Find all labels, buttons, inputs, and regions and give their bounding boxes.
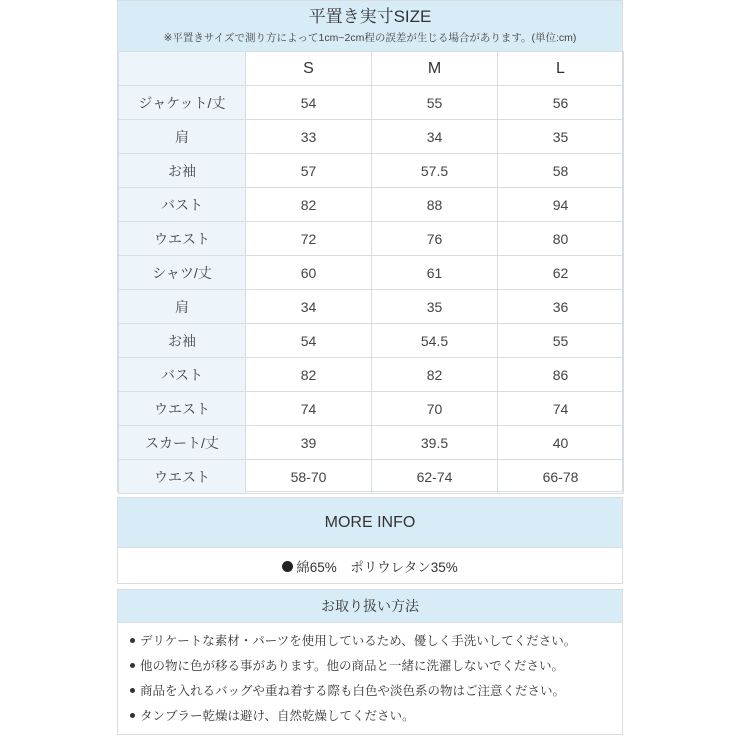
care-item — [130, 654, 622, 679]
measurement-value: 76 — [372, 222, 498, 256]
measurement-value: 34 — [372, 120, 498, 154]
measurement-value: 80 — [498, 222, 624, 256]
material-text: 綿65% ポリウレタン35% — [296, 560, 458, 575]
measurement-value: 70 — [372, 392, 498, 426]
measurement-value: 62 — [498, 256, 624, 290]
size-table-row — [119, 290, 624, 324]
size-chart-header — [118, 1, 622, 51]
bullet-icon — [130, 688, 135, 693]
size-table-row — [119, 392, 624, 426]
care-item-text: 商品を入れるバッグや重ね着する際も白色や淡色系の物はご注意ください。 — [140, 684, 566, 698]
measurement-value: 60 — [246, 256, 372, 290]
size-table-row — [119, 86, 624, 120]
measurement-value: 86 — [498, 358, 624, 392]
filled-circle-icon — [282, 561, 293, 572]
measurement-value: 72 — [246, 222, 372, 256]
care-item — [130, 679, 622, 704]
size-table-row — [119, 188, 624, 222]
bullet-icon — [130, 663, 135, 668]
size-table-header-row — [119, 52, 624, 86]
measurement-value: 36 — [498, 290, 624, 324]
care-item-text: デリケートな素材・パーツを使用しているため、優しく手洗いしてください。 — [140, 634, 577, 648]
bullet-icon — [130, 638, 135, 643]
measurement-value: 66-78 — [498, 460, 624, 494]
measurement-value: 82 — [372, 358, 498, 392]
measurement-value: 82 — [246, 358, 372, 392]
size-chart-note: ※平置きサイズで測り方によって1cm~2cm程の誤差が生じる場合があります。(単位:cm) — [163, 32, 577, 44]
care-item-text: 他の物に色が移る事があります。他の商品と一緒に洗濯しないでください。 — [140, 659, 565, 673]
measurement-value: 61 — [372, 256, 498, 290]
measurement-value: 58 — [498, 154, 624, 188]
measurement-value: 82 — [246, 188, 372, 222]
bullet-icon — [130, 713, 135, 718]
size-table-row — [119, 154, 624, 188]
care-panel — [117, 589, 623, 735]
size-column-s: S — [246, 52, 372, 86]
size-chart-panel — [117, 0, 623, 492]
size-table-row — [119, 324, 624, 358]
size-table-row — [119, 256, 624, 290]
measurement-value: 35 — [372, 290, 498, 324]
measurement-value: 54.5 — [372, 324, 498, 358]
size-table — [118, 51, 624, 494]
measurement-value: 74 — [498, 392, 624, 426]
measurement-value: 94 — [498, 188, 624, 222]
measurement-label: 肩 — [119, 290, 246, 324]
material-line — [118, 548, 622, 584]
size-table-row — [119, 426, 624, 460]
size-column-l: L — [498, 52, 624, 86]
measurement-value: 40 — [498, 426, 624, 460]
measurement-value: 88 — [372, 188, 498, 222]
more-info-header: MORE INFO — [118, 498, 622, 548]
care-item — [130, 704, 622, 729]
measurement-label: バスト — [119, 188, 246, 222]
measurement-value: 39.5 — [372, 426, 498, 460]
measurement-value: 33 — [246, 120, 372, 154]
size-table-row — [119, 120, 624, 154]
care-list — [118, 623, 622, 729]
size-table-row — [119, 358, 624, 392]
measurement-value: 39 — [246, 426, 372, 460]
measurement-value: 58-70 — [246, 460, 372, 494]
measurement-label: バスト — [119, 358, 246, 392]
measurement-value: 54 — [246, 86, 372, 120]
size-column-m: M — [372, 52, 498, 86]
measurement-value: 55 — [372, 86, 498, 120]
size-chart-title: 平置き実寸SIZE — [308, 7, 432, 26]
measurement-label: 肩 — [119, 120, 246, 154]
measurement-value: 57 — [246, 154, 372, 188]
care-item-text: タンブラー乾燥は避け、自然乾燥してください。 — [140, 709, 415, 723]
measurement-value: 74 — [246, 392, 372, 426]
measurement-label: ウエスト — [119, 460, 246, 494]
more-info-panel — [117, 497, 623, 584]
measurement-value: 55 — [498, 324, 624, 358]
size-table-row — [119, 460, 624, 494]
measurement-label: お袖 — [119, 324, 246, 358]
measurement-value: 35 — [498, 120, 624, 154]
measurement-label: お袖 — [119, 154, 246, 188]
measurement-label: ウエスト — [119, 392, 246, 426]
measurement-value: 34 — [246, 290, 372, 324]
measurement-value: 57.5 — [372, 154, 498, 188]
size-table-row — [119, 222, 624, 256]
measurement-label: ジャケット/丈 — [119, 86, 246, 120]
measurement-value: 62-74 — [372, 460, 498, 494]
care-header: お取り扱い方法 — [118, 590, 622, 623]
measurement-value: 54 — [246, 324, 372, 358]
care-item — [130, 629, 622, 654]
measurement-label: シャツ/丈 — [119, 256, 246, 290]
measurement-value: 56 — [498, 86, 624, 120]
size-table-corner-cell — [119, 52, 246, 86]
measurement-label: ウエスト — [119, 222, 246, 256]
measurement-label: スカート/丈 — [119, 426, 246, 460]
